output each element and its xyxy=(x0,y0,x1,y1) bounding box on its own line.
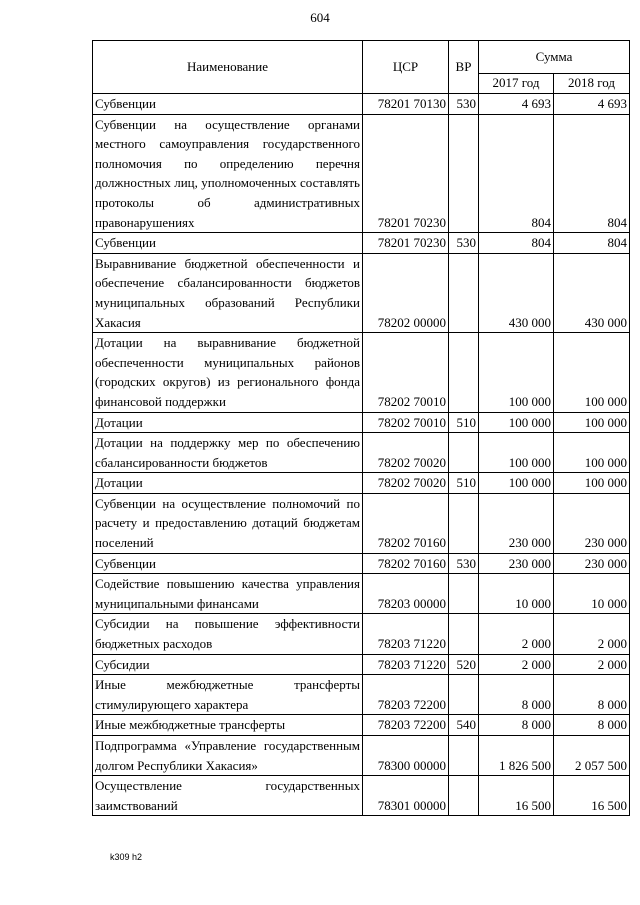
row-name: Субсидии xyxy=(93,654,363,675)
row-sum-2017: 4 693 xyxy=(479,94,554,115)
table-row xyxy=(93,574,630,614)
row-vr xyxy=(449,253,479,332)
row-sum-2017: 2 000 xyxy=(479,614,554,654)
table-row xyxy=(93,253,630,332)
footer-code: k309 h2 xyxy=(110,852,143,862)
header-year-2018: 2018 год xyxy=(554,73,630,93)
row-sum-2017: 230 000 xyxy=(479,553,554,574)
row-sum-2018: 2 000 xyxy=(554,614,630,654)
row-name: Субвенции на осуществление органами местного самоуправления государственного полномочия по определению перечня должностных лиц, уполномоченных составлять протоколы об административных правонарушениях xyxy=(93,114,363,233)
row-sum-2017: 100 000 xyxy=(479,412,554,433)
page-number: 604 xyxy=(310,10,330,25)
table-row xyxy=(93,233,630,254)
row-csr: 78203 71220 xyxy=(363,654,449,675)
row-csr: 78203 71220 xyxy=(363,614,449,654)
row-name: Иные межбюджетные трансферты xyxy=(93,715,363,736)
row-csr: 78202 70010 xyxy=(363,412,449,433)
row-name: Субвенции xyxy=(93,233,363,254)
row-sum-2017: 804 xyxy=(479,233,554,254)
row-name: Дотации xyxy=(93,412,363,433)
header-csr: ЦСР xyxy=(363,41,449,94)
row-vr: 530 xyxy=(449,233,479,254)
row-csr: 78300 00000 xyxy=(363,736,449,776)
row-csr: 78203 72200 xyxy=(363,675,449,715)
row-vr xyxy=(449,675,479,715)
row-vr: 510 xyxy=(449,412,479,433)
row-sum-2018: 100 000 xyxy=(554,473,630,494)
row-csr: 78301 00000 xyxy=(363,776,449,816)
row-name: Иные межбюджетные трансферты стимулирующего характера xyxy=(93,675,363,715)
row-sum-2018: 2 000 xyxy=(554,654,630,675)
row-name: Субсидии на повышение эффективности бюджетных расходов xyxy=(93,614,363,654)
row-sum-2018: 804 xyxy=(554,233,630,254)
row-sum-2017: 10 000 xyxy=(479,574,554,614)
row-sum-2018: 804 xyxy=(554,114,630,233)
table-row xyxy=(93,333,630,412)
row-csr: 78203 72200 xyxy=(363,715,449,736)
table-row xyxy=(93,433,630,473)
table-row xyxy=(93,412,630,433)
row-name: Подпрограмма «Управление государственным долгом Республики Хакасия» xyxy=(93,736,363,776)
row-name: Дотации на выравнивание бюджетной обеспеченности муниципальных районов (городских округов) из регионального фонда финансовой поддержки xyxy=(93,333,363,412)
row-vr xyxy=(449,614,479,654)
row-name: Субвенции на осуществление полномочий по расчету и предоставлению дотаций бюджетам поселений xyxy=(93,493,363,553)
table-row xyxy=(93,114,630,233)
row-sum-2017: 100 000 xyxy=(479,473,554,494)
row-sum-2018: 10 000 xyxy=(554,574,630,614)
row-sum-2018: 100 000 xyxy=(554,412,630,433)
row-sum-2017: 100 000 xyxy=(479,333,554,412)
row-sum-2018: 16 500 xyxy=(554,776,630,816)
row-csr: 78201 70130 xyxy=(363,94,449,115)
row-name: Дотации на поддержку мер по обеспечению сбалансированности бюджетов xyxy=(93,433,363,473)
row-sum-2017: 430 000 xyxy=(479,253,554,332)
row-sum-2018: 230 000 xyxy=(554,553,630,574)
row-name: Субвенции xyxy=(93,553,363,574)
row-sum-2018: 2 057 500 xyxy=(554,736,630,776)
table-row xyxy=(93,776,630,816)
row-vr xyxy=(449,333,479,412)
header-vr: ВР xyxy=(449,41,479,94)
row-vr xyxy=(449,493,479,553)
row-sum-2017: 2 000 xyxy=(479,654,554,675)
row-csr: 78203 00000 xyxy=(363,574,449,614)
table-row xyxy=(93,675,630,715)
row-vr xyxy=(449,776,479,816)
table-row xyxy=(93,553,630,574)
table-row xyxy=(93,614,630,654)
row-name: Содействие повышению качества управления муниципальными финансами xyxy=(93,574,363,614)
row-sum-2018: 100 000 xyxy=(554,433,630,473)
row-sum-2017: 804 xyxy=(479,114,554,233)
table-row xyxy=(93,654,630,675)
row-csr: 78202 00000 xyxy=(363,253,449,332)
budget-table xyxy=(92,40,630,816)
row-csr: 78202 70160 xyxy=(363,553,449,574)
row-vr xyxy=(449,433,479,473)
row-csr: 78202 70020 xyxy=(363,433,449,473)
table-row xyxy=(93,94,630,115)
row-name: Осуществление государственных заимствований xyxy=(93,776,363,816)
row-sum-2018: 8 000 xyxy=(554,675,630,715)
row-sum-2018: 230 000 xyxy=(554,493,630,553)
row-csr: 78201 70230 xyxy=(363,233,449,254)
row-sum-2018: 430 000 xyxy=(554,253,630,332)
row-name: Дотации xyxy=(93,473,363,494)
row-name: Субвенции xyxy=(93,94,363,115)
row-sum-2017: 100 000 xyxy=(479,433,554,473)
row-sum-2018: 4 693 xyxy=(554,94,630,115)
header-sum: Сумма xyxy=(479,41,630,74)
table-row xyxy=(93,473,630,494)
row-sum-2018: 8 000 xyxy=(554,715,630,736)
row-sum-2018: 100 000 xyxy=(554,333,630,412)
row-csr: 78202 70010 xyxy=(363,333,449,412)
row-vr: 510 xyxy=(449,473,479,494)
row-vr: 520 xyxy=(449,654,479,675)
row-csr: 78202 70020 xyxy=(363,473,449,494)
header-year-2017: 2017 год xyxy=(479,73,554,93)
table-row xyxy=(93,715,630,736)
row-vr xyxy=(449,574,479,614)
table-row xyxy=(93,736,630,776)
row-vr xyxy=(449,114,479,233)
table-row xyxy=(93,493,630,553)
row-vr: 530 xyxy=(449,553,479,574)
row-sum-2017: 8 000 xyxy=(479,675,554,715)
row-sum-2017: 230 000 xyxy=(479,493,554,553)
row-vr xyxy=(449,736,479,776)
header-name: Наименование xyxy=(93,41,363,94)
row-name: Выравнивание бюджетной обеспеченности и обеспечение сбалансированности бюджетов муниципальных образований Республики Хакасия xyxy=(93,253,363,332)
row-sum-2017: 16 500 xyxy=(479,776,554,816)
row-vr: 530 xyxy=(449,94,479,115)
row-vr: 540 xyxy=(449,715,479,736)
row-sum-2017: 1 826 500 xyxy=(479,736,554,776)
row-csr: 78202 70160 xyxy=(363,493,449,553)
row-csr: 78201 70230 xyxy=(363,114,449,233)
row-sum-2017: 8 000 xyxy=(479,715,554,736)
